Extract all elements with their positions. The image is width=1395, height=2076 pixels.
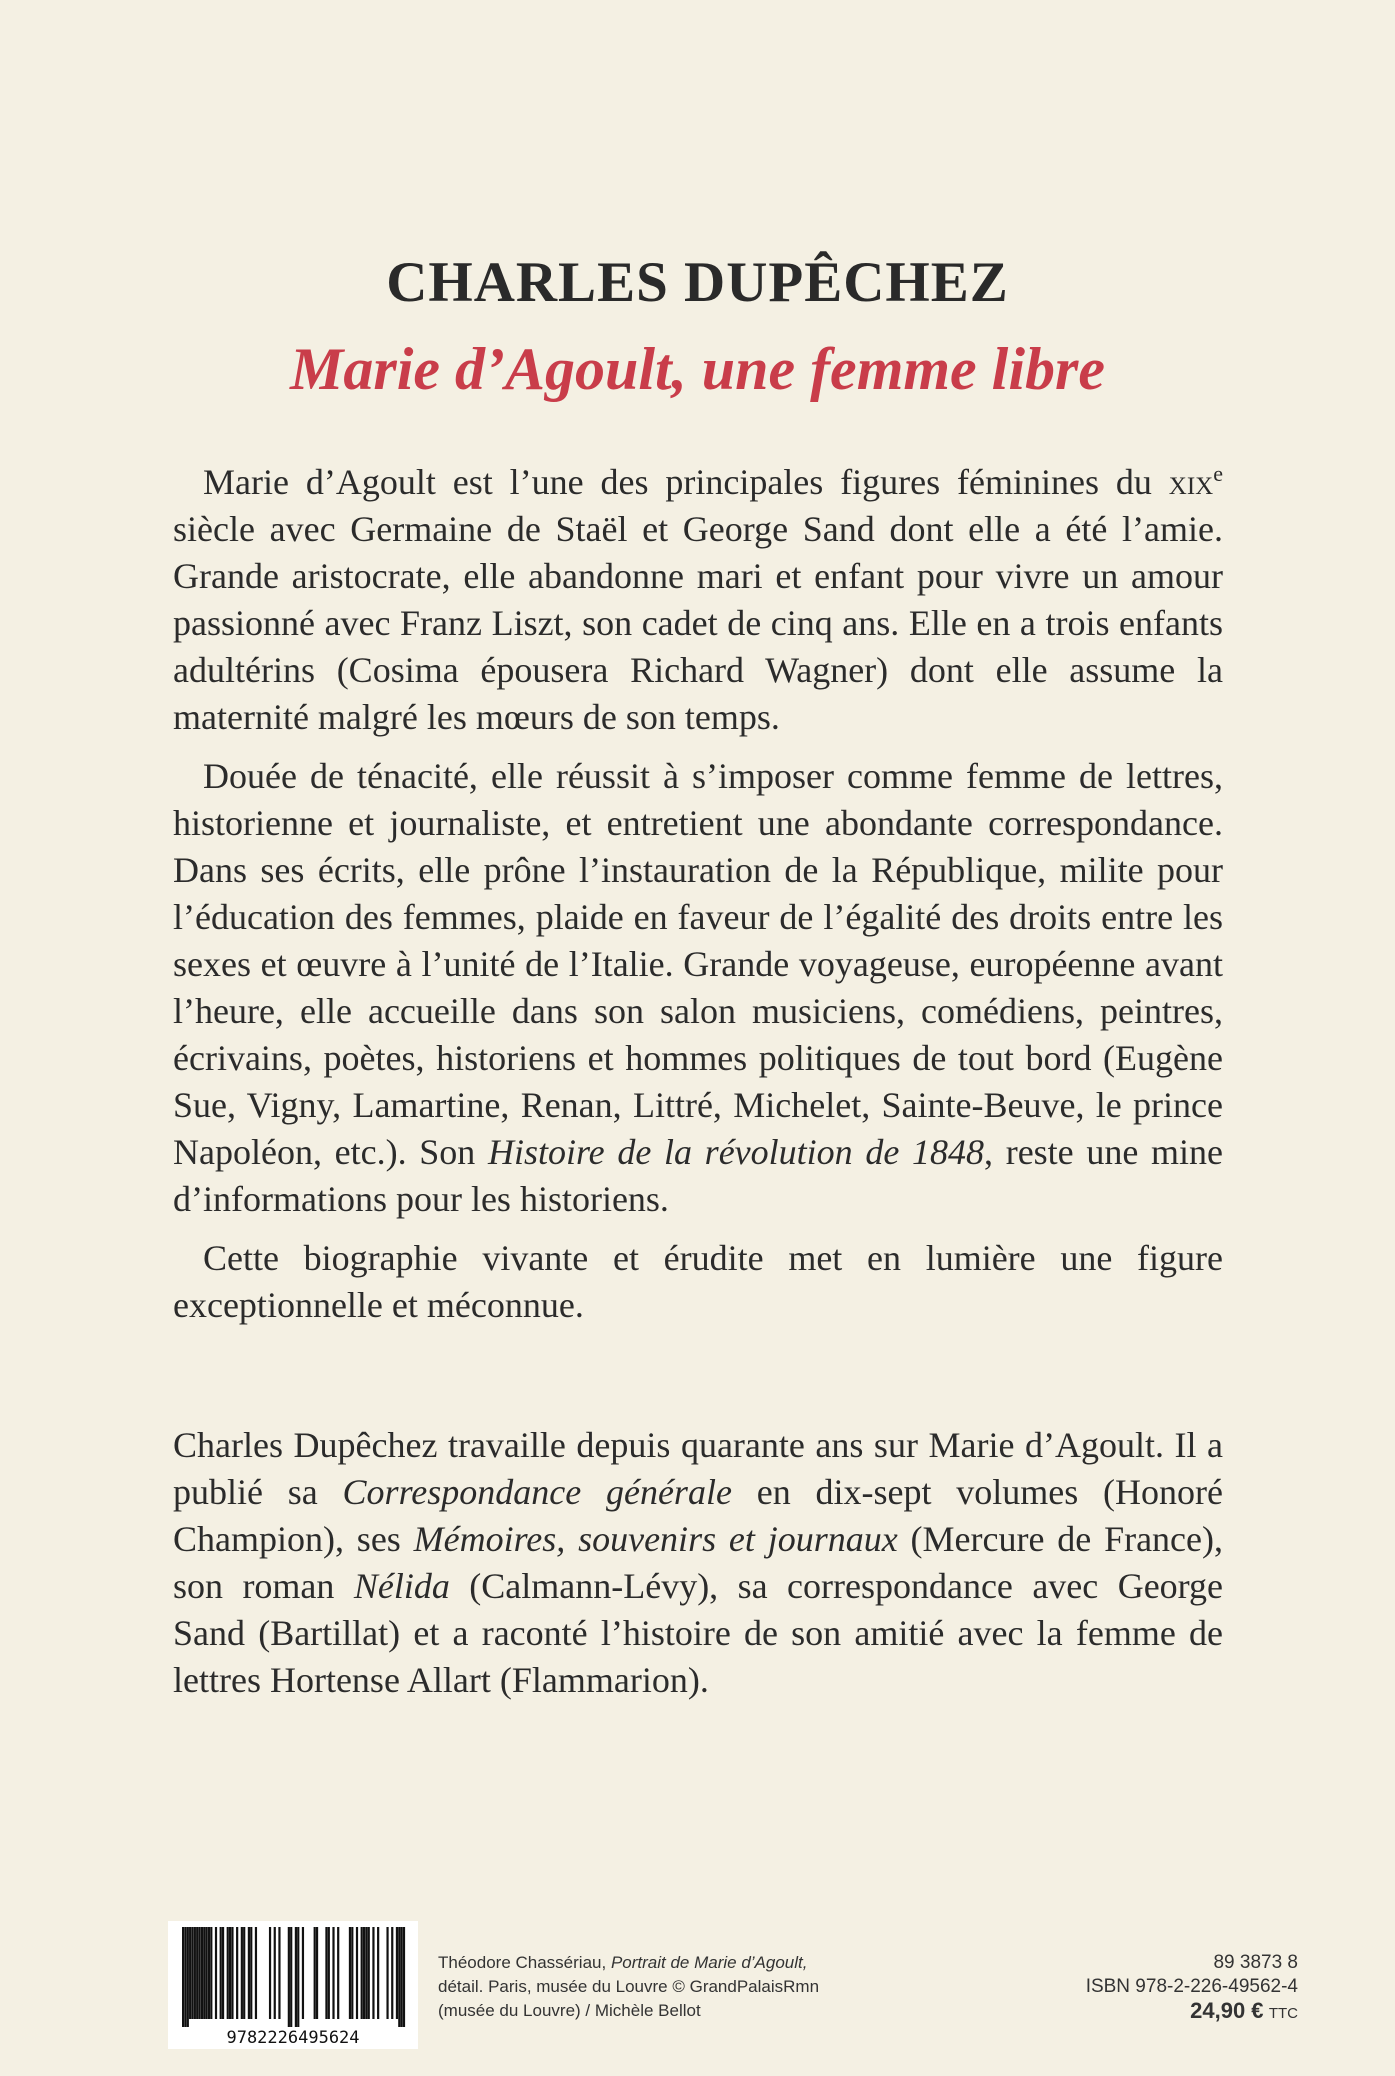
barcode-bar — [316, 1927, 318, 2019]
barcode-bar — [227, 1927, 229, 2019]
author-name: CHARLES DUPÊCHEZ — [386, 251, 1009, 314]
blurb — [173, 450, 1223, 1341]
barcode-bar — [398, 1927, 400, 2027]
barcode-bar — [241, 1927, 243, 2019]
blurb-paragraph-2: Douée de ténacité, elle réussit à s’imposer comme femme de lettres, historienne et journaliste, et entretient une abondante correspondance. Dans ses écrits, elle prône l’instauration de la République, milite pour l’éducation des femmes, plaide en faveur de l’égalité des droits entre les sexes et œuvre à l’unité de l’Italie. Grande voyageuse, européenne avant l’heure, elle accueille dans son salon musiciens, comédiens, peintres, écrivains, poètes, historiens et hommes politiques de tout bord (Eugène Sue, Vigny, Lamartine, Renan, Littré, Michelet, Sainte-Beuve, le prince Napoléon, etc.). Son Histoire de la révolution de 1848, reste une mine d’informations pour les historiens. — [173, 756, 1223, 1219]
barcode-bar — [332, 1927, 334, 2019]
barcode-bar — [206, 1927, 208, 2019]
barcode-bar — [196, 1927, 198, 2019]
barcode-bar — [220, 1927, 222, 2019]
barcode-bar — [349, 1927, 351, 2019]
barcode-bar — [278, 1927, 280, 2019]
barcode-digits: 9782226495624 — [226, 2028, 360, 2048]
barcode-bar — [295, 1927, 297, 2027]
isbn-block — [998, 1951, 1298, 2026]
barcode-bar — [250, 1927, 252, 2019]
barcode-bar — [187, 1927, 189, 2027]
barcode-bar — [325, 1927, 327, 2019]
barcode-bar — [182, 1927, 184, 2027]
barcode-bar — [377, 1927, 379, 2019]
barcode-bar — [208, 1927, 210, 2019]
barcode-bar — [248, 1927, 250, 2019]
author-bio: Charles Dupêchez travaille depuis quarante ans sur Marie d’Agoult. Il a publié sa Correspondance générale en dix-sept volumes (Honoré Champion), ses Mémoires, souvenirs et journaux (Mercure de France), son roman Nélida (Calmann-Lévy), sa correspondance avec George Sand (Bartillat) et a raconté l’histoire de son amitié avec la femme de lettres Hortense Allart (Flammarion). — [173, 1425, 1223, 1700]
barcode-bar — [314, 1927, 316, 2019]
barcode-bar — [337, 1927, 339, 2019]
price: 24,90 € TTC — [1190, 1998, 1298, 2023]
barcode-bar — [328, 1927, 330, 2019]
barcode-bar — [269, 1927, 271, 2019]
barcode-bar — [191, 1927, 193, 2019]
barcode-bar — [229, 1927, 231, 2019]
barcode-bar — [222, 1927, 224, 2019]
barcode-bar — [184, 1927, 186, 2027]
barcode-bar — [215, 1927, 217, 2019]
isbn-number: ISBN 978-2-226-49562-4 — [1085, 1976, 1298, 1997]
barcode-bar — [386, 1927, 388, 2019]
century-numeral: xix — [1168, 462, 1214, 502]
barcode-bar — [391, 1927, 393, 2019]
barcode-bar — [396, 1927, 398, 2019]
product-code: 89 3873 8 — [1213, 1952, 1298, 1973]
barcode-bar — [372, 1927, 374, 2019]
barcode — [168, 1921, 418, 2049]
barcode-bar — [365, 1927, 367, 2019]
barcode-bar — [368, 1927, 370, 2019]
barcode-bar — [255, 1927, 257, 2019]
barcode-bar — [189, 1927, 191, 2019]
barcode-bar — [194, 1927, 196, 2019]
barcode-bar — [356, 1927, 358, 2019]
barcode-bar — [290, 1927, 292, 2027]
barcode-bar — [203, 1927, 205, 2019]
barcode-bar — [361, 1927, 363, 2019]
book-reference: Histoire de la révolution de 1848 — [487, 1132, 985, 1172]
barcode-bar — [288, 1927, 290, 2027]
barcode-bar — [210, 1927, 212, 2019]
barcode-bar — [351, 1927, 353, 2019]
barcode-bar — [243, 1927, 245, 2019]
barcode-bar — [274, 1927, 276, 2019]
blurb-paragraph-3: Cette biographie vivante et érudite met en lumière une figure exceptionnelle et méconnue. — [173, 1238, 1223, 1325]
blurb-paragraph-1: Marie d’Agoult est l’une des principales figures féminines du xix$^e$ siècle avec Germaine de Staël et George Sand dont elle a été l’amie. Grande aristocrate, elle abandonne mari et enfant pour vivre un amour passionné avec Franz Liszt, son cadet de cinq ans. Elle en a trois enfants adultérins (Cosima épousera Richard Wagner) dont elle assume la maternité malgré les mœurs de son temps. — [173, 461, 1223, 737]
barcode-bar — [401, 1927, 403, 2027]
barcode-bar — [198, 1927, 200, 2019]
barcode-bar — [236, 1927, 238, 2019]
barcode-bar — [403, 1927, 405, 2027]
image-credit: Théodore Chassériau, Portrait de Marie d’Agoult, détail. Paris, musée du Louvre © GrandPalaisRmn (musée du Louvre) / Michèle Bellot — [438, 1953, 820, 2020]
barcode-bar — [297, 1927, 299, 2027]
barcode-bar — [231, 1927, 233, 2019]
book-title: Marie d’Agoult, une femme libre — [290, 336, 1105, 402]
barcode-bar — [302, 1927, 304, 2019]
barcode-bar — [201, 1927, 203, 2019]
barcode-bar — [363, 1927, 365, 2019]
